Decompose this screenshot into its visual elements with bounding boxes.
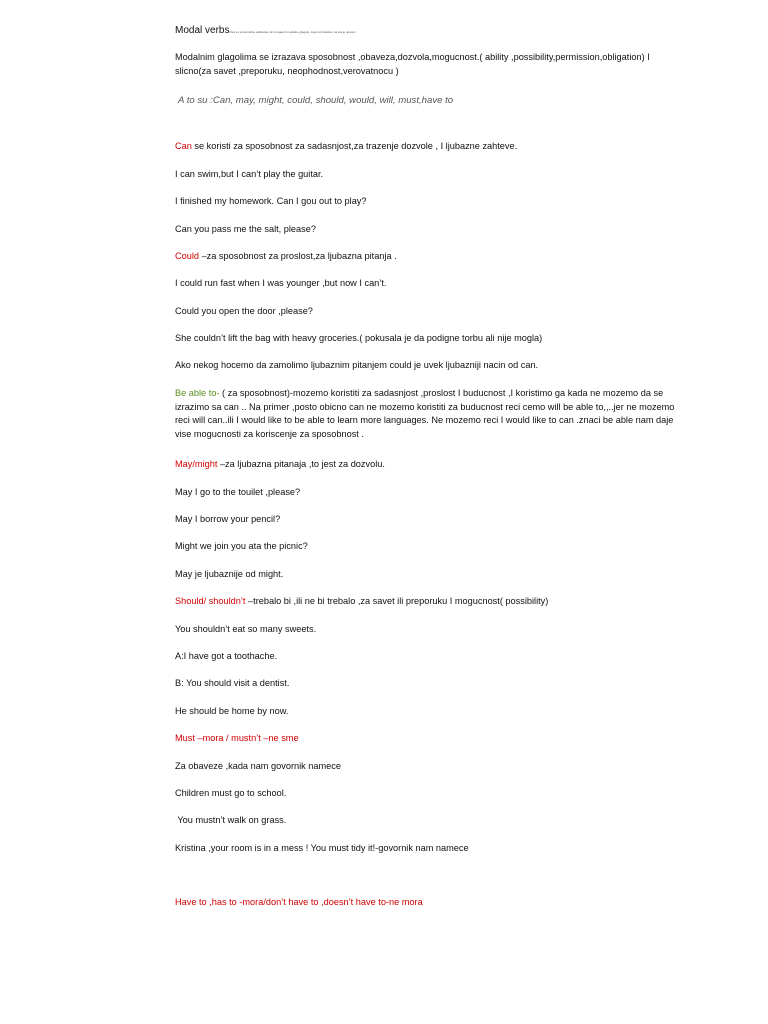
example-line: Za obaveze ,kada nam govornik namece xyxy=(175,761,341,771)
example-line: May I go to the touilet ,please? xyxy=(175,487,301,497)
example-line: B: You should visit a dentist. xyxy=(175,678,290,688)
example-line: I finished my homework. Can I gou out to play? xyxy=(175,196,367,206)
be-able-description: ( za sposobnost)-mozemo koristiti za sadasnjost ,proslost I buducnost ,I koristimo ga kada ne mozemo da se izrazimo sa can .. Na primer ,posto obicno can ne mozemo koristiti za buducnost reci cemo will be able to,,..jer ne mozemo reci will can..ili I would like to be able to learn more languages. Ne mozemo reci I would like to can .znaci be able nam daje vise mogucnosti za koriscenje za sposobnost . xyxy=(175,388,675,439)
example-line: I could run fast when I was younger ,but now I can’t. xyxy=(175,278,387,288)
be-able-heading: Be able to- xyxy=(175,388,220,398)
must-heading: Must –mora / mustn’t –ne sme xyxy=(175,733,299,743)
example-line: Could you open the door ,please? xyxy=(175,306,313,316)
example-line: May I borrow your pencil? xyxy=(175,514,281,524)
have-to-heading: Have to ,has to -mora/don’t have to ,doesn’t have to-ne mora xyxy=(175,897,423,907)
example-line: She couldn’t lift the bag with heavy groceries.( pokusala je da podigne torbu ali nije mogla) xyxy=(175,333,543,343)
title-subnote: Ova su univerzalne aplikacije za to lagas ili modalne glagole, koje na Dodatno na sta je upucen xyxy=(229,30,356,34)
title-line xyxy=(175,24,685,40)
can-definition xyxy=(175,140,685,154)
may-description: –za ljubazna pitanaja ,to jest za dozvolu. xyxy=(217,459,385,469)
example-line: Might we join you ata the picnic? xyxy=(175,541,308,551)
example-line: Can you pass me the salt, please? xyxy=(175,224,316,234)
modal-list-line: A to su :Can, may, might, could, should, would, will, must,have to xyxy=(178,95,454,106)
example-line: You mustn’t walk on grass. xyxy=(175,815,287,825)
may-definition xyxy=(175,458,685,472)
example-line: A:I have got a toothache. xyxy=(175,651,278,661)
should-heading: Should/ shouldn’t xyxy=(175,596,246,606)
example-line: Ako nekog hocemo da zamolimo ljubaznim pitanjem could je uvek ljubazniji nacin od can. xyxy=(175,360,539,370)
could-heading: Could xyxy=(175,251,200,261)
could-definition xyxy=(175,250,685,264)
may-heading: May/might xyxy=(175,459,218,469)
example-line: Children must go to school. xyxy=(175,788,287,798)
can-heading: Can xyxy=(175,141,192,151)
example-line: May je ljubaznije od might. xyxy=(175,569,284,579)
example-line: You shouldn’t eat so many sweets. xyxy=(175,624,317,634)
intro-paragraph: Modalnim glagolima se izrazava sposobnost ,obaveza,dozvola,mogucnost.( ability ,possibility,permission,obligation) I slicno(za savet ,preporuku, neophodnost,verovatnocu ) xyxy=(175,52,650,76)
example-line: Kristina ,your room is in a mess ! You must tidy it!-govornik nam namece xyxy=(175,843,469,853)
page-title: Modal verbs xyxy=(175,25,230,36)
could-description: –za sposobnost za proslost,za ljubazna pitanja . xyxy=(199,251,397,261)
should-description: –trebalo bi ,ili ne bi trebalo ,za savet ili preporuku I mogucnost( possibility) xyxy=(245,596,549,606)
can-description: se koristi za sposobnost za sadasnjost,za trazenje dozvole , I ljubazne zahteve. xyxy=(191,141,518,151)
be-able-paragraph xyxy=(175,387,685,441)
example-line: I can swim,but I can’t play the guitar. xyxy=(175,169,324,179)
example-line: He should be home by now. xyxy=(175,706,289,716)
should-definition xyxy=(175,595,685,609)
